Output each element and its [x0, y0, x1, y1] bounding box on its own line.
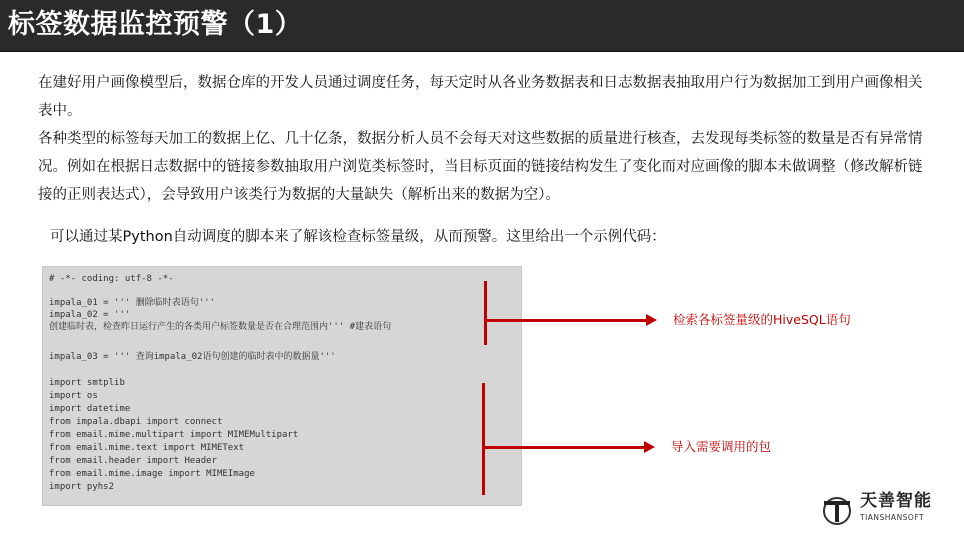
- imports-arrow-head-icon: [644, 441, 655, 453]
- code-line: import datetime: [49, 404, 131, 414]
- code-line: from email.mime.text import MIMEText: [49, 443, 245, 453]
- code-line: impala_03 = ''' 查询impala_02语句创建的临时表中的数据量''': [49, 352, 336, 362]
- code-line: impala_01 = ''' 删除临时表语句''': [49, 298, 215, 308]
- imports-annotation: 导入需要调用的包: [671, 439, 772, 454]
- sql-annotation: 检索各标签量级的HiveSQL语句: [673, 312, 851, 327]
- lead-text: 可以通过某Python自动调度的脚本来了解该检查标签量级，从而预警。这里给出一个示例代码：: [50, 229, 666, 245]
- code-line: from email.mime.image import MIMEImage: [49, 469, 255, 479]
- imports-bracket: [482, 383, 485, 495]
- sql-bracket: [484, 281, 487, 345]
- code-line: import os: [49, 391, 98, 401]
- tianshan-logo-icon: [820, 492, 854, 526]
- logo-cn: 天善智能: [860, 491, 932, 511]
- sql-arrow-head-icon: [646, 314, 657, 326]
- slide-title: 标签数据监控预警（1）: [8, 9, 303, 40]
- code-line: from email.mime.multipart import MIMEMultipart: [49, 430, 299, 440]
- logo-en: TIANSHANSOFT: [860, 513, 925, 522]
- code-line: from impala.dbapi import connect: [49, 417, 223, 427]
- code-line: 创建临时表，检查昨日运行产生的各类用户标签数量是否在合理范围内''' #建表语句: [49, 322, 392, 332]
- code-line: # -*- coding: utf-8 -*-: [49, 274, 174, 284]
- body-text: [38, 69, 928, 209]
- code-block: [42, 266, 522, 506]
- imports-arrow-line: [485, 446, 645, 449]
- code-line: from email.header import Header: [49, 456, 217, 466]
- title-bar: [0, 0, 964, 52]
- paragraph-2: 各种类型的标签每天加工的数据上亿、几十亿条，数据分析人员不会每天对这些数据的质量进行核查，去发现每类标签的数量是否有异常情况。例如在根据日志数据中的链接参数抽取用户浏览类标签时，当目标页面的链接结构发生了变化而对应画像的脚本未做调整（修改解析链接的正则表达式），会导致用户该类行为数据的大量缺失（解析出来的数据为空）。: [38, 131, 923, 203]
- code-line: import pyhs2: [49, 482, 115, 492]
- code-line: import smtplib: [49, 378, 125, 388]
- sql-arrow-line: [487, 319, 647, 322]
- code-line: impala_02 = ''': [49, 310, 131, 320]
- paragraph-1: 在建好用户画像模型后，数据仓库的开发人员通过调度任务，每天定时从各业务数据表和日志数据表抽取用户行为数据加工到用户画像相关表中。: [38, 75, 923, 119]
- logo: [820, 490, 950, 530]
